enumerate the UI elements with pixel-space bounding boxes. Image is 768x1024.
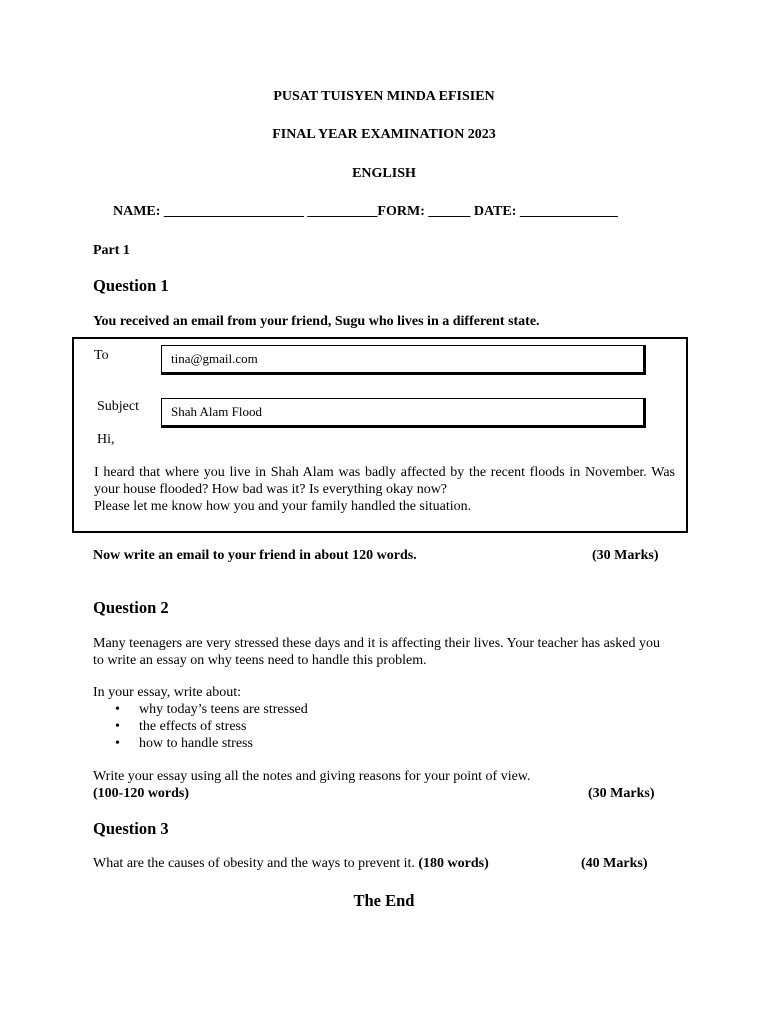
bullet-icon: • — [115, 736, 120, 751]
question-1-marks: (30 Marks) — [592, 548, 659, 563]
subject-title: ENGLISH — [352, 166, 416, 181]
the-end-footer: The End — [353, 891, 415, 910]
question-2-marks: (30 Marks) — [588, 786, 655, 801]
question-3-text-line — [93, 855, 489, 872]
list-item-text: the effects of stress — [139, 719, 247, 734]
list-item-text: how to handle stress — [139, 736, 253, 751]
part-label: Part 1 — [93, 243, 130, 258]
email-subject-label: Subject — [97, 399, 139, 414]
list-item — [93, 718, 493, 735]
email-to-label: To — [94, 348, 109, 363]
question-2-words: (100-120 words) — [93, 786, 190, 801]
list-item — [93, 735, 493, 752]
question-3-text: What are the causes of obesity and the ways to prevent it. — [93, 856, 415, 871]
question-1-intro: You received an email from your friend, Sugu who lives in a different state. — [93, 314, 540, 329]
email-subject-field: Shah Alam Flood — [161, 398, 646, 428]
exam-title: FINAL YEAR EXAMINATION 2023 — [272, 127, 496, 142]
email-body-closing: Please let me know how you and your family handled the situation. — [94, 499, 472, 514]
bullet-icon: • — [115, 702, 120, 717]
question-3-words: (180 words) — [418, 856, 489, 871]
list-item — [93, 701, 493, 718]
bullet-icon: • — [115, 719, 120, 734]
email-to-field: tina@gmail.com — [161, 345, 646, 375]
name-form-date-line: NAME: ____________________ __________FORM: ______ DATE: ______________ — [113, 204, 618, 219]
email-greeting: Hi, — [97, 432, 115, 447]
question-1-instruction: Now write an email to your friend in about 120 words. — [93, 548, 417, 563]
question-3-heading: Question 3 — [93, 819, 169, 838]
question-1-heading: Question 1 — [93, 276, 169, 295]
list-item-text: why today’s teens are stressed — [139, 702, 308, 717]
question-2-intro: Many teenagers are very stressed these days and it is affecting their lives. Your teacher has asked you to write an essay on why teens need to handle this problem. — [93, 636, 660, 668]
question-2-bullet-list — [93, 701, 493, 752]
question-3-marks: (40 Marks) — [581, 856, 648, 871]
question-2-heading: Question 2 — [93, 598, 169, 617]
email-box — [72, 337, 688, 533]
email-body: I heard that where you live in Shah Alam was badly affected by the recent floods in November. Was your house flooded? How bad was it? Is everything okay now? — [94, 465, 675, 497]
question-2-instruction: Write your essay using all the notes and giving reasons for your point of view. — [93, 769, 531, 784]
question-2-list-intro: In your essay, write about: — [93, 685, 241, 700]
school-name: PUSAT TUISYEN MINDA EFISIEN — [273, 89, 495, 104]
